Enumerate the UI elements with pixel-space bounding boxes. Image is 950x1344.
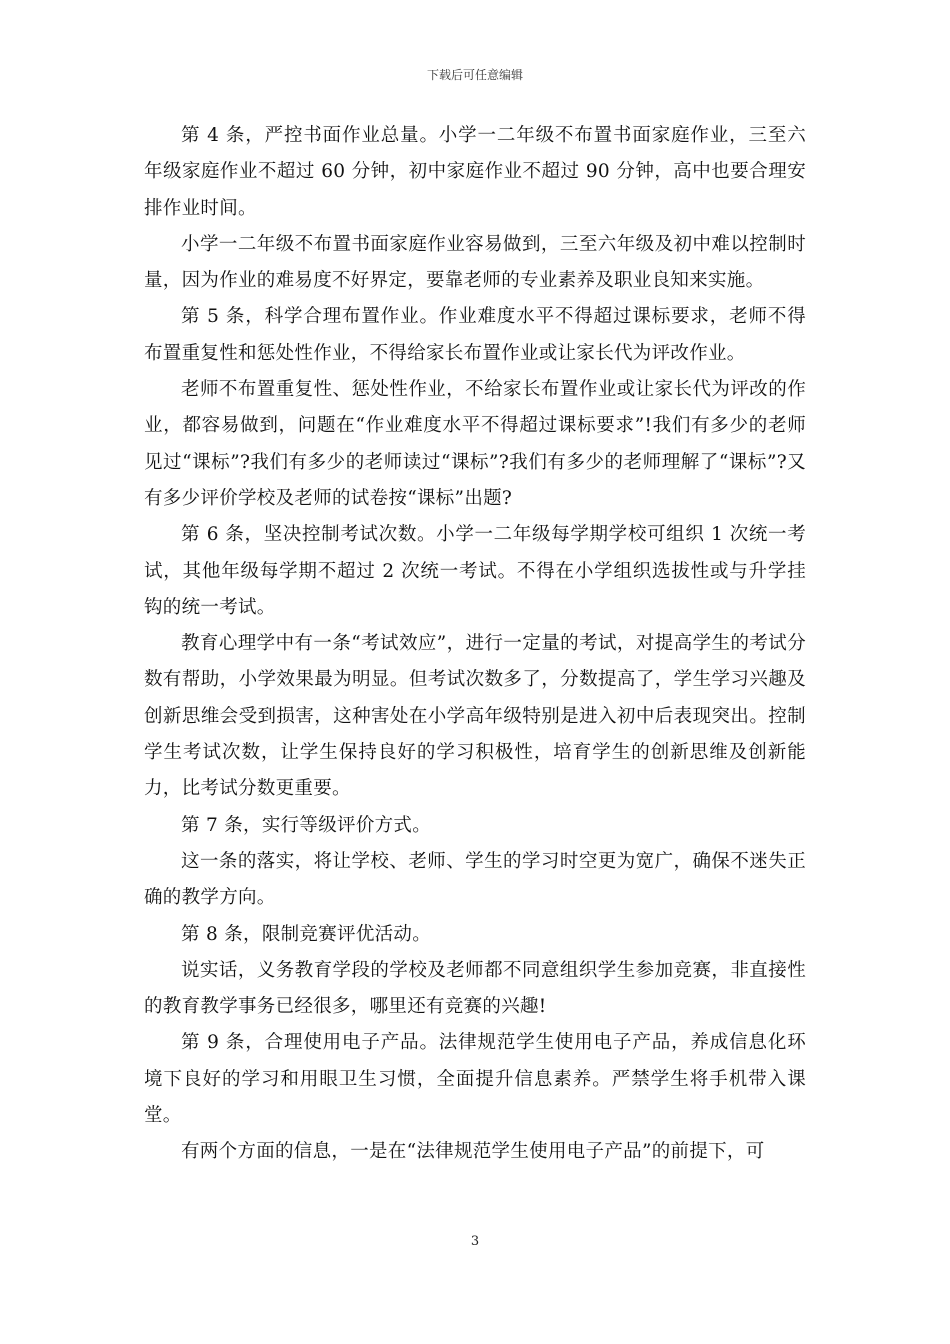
body-text bbox=[144, 118, 806, 1171]
paragraph: 第 6 条，坚决控制考试次数。小学一二年级每学期学校可组织 1 次统一考试，其他年级每学期不超过 2 次统一考试。不得在小学组织选拔性或与升学挂钩的统一考试。 bbox=[144, 524, 806, 618]
paragraph: 第 8 条，限制竞赛评优活动。 bbox=[181, 923, 432, 945]
page-header: 下载后可任意编辑 bbox=[426, 68, 523, 82]
paragraph: 第 9 条，合理使用电子产品。法律规范学生使用电子产品，养成信息化环境下良好的学习和用眼卫生习惯，全面提升信息素养。严禁学生将手机带入课堂。 bbox=[144, 1032, 806, 1127]
page-number: 3 bbox=[470, 1234, 480, 1249]
paragraph: 第 4 条，严控书面作业总量。小学一二年级不布置书面家庭作业，三至六年级家庭作业不超过 60 分钟，初中家庭作业不超过 90 分钟，高中也要合理安排作业时间。 bbox=[144, 125, 806, 219]
paragraph: 第 5 条，科学合理布置作业。作业难度水平不得超过课标要求，老师不得布置重复性和惩处性作业，不得给家长布置作业或让家长代为评改作业。 bbox=[144, 306, 806, 364]
paragraph: 这一条的落实，将让学校、老师、学生的学习时空更为宽广，确保不迷失正确的教学方向。 bbox=[144, 850, 806, 909]
paragraph: 老师不布置重复性、惩处性作业，不给家长布置作业或让家长代为评改的作业，都容易做到，问题在“作业难度水平不得超过课标要求”!我们有多少的老师见过“课标”?我们有多少的老师读过“课标”?我们有多少的老师理解了“课标”?又有多少评价学校及老师的试卷按“课标”出题? bbox=[144, 379, 806, 509]
paragraph: 说实话，义务教育学段的学校及老师都不同意组织学生参加竞赛，非直接性的教育教学事务已经很多，哪里还有竞赛的兴趣! bbox=[144, 959, 806, 1018]
paragraph: 教育心理学中有一条“考试效应”，进行一定量的考试，对提高学生的考试分数有帮助，小学效果最为明显。但考试次数多了，分数提高了，学生学习兴趣及创新思维会受到损害，这种害处在小学高年级特别是进入初中后表现突出。控制学生考试次数，让学生保持良好的学习积极性，培育学生的创新思维及创新能力，比考试分数更重要。 bbox=[144, 633, 806, 800]
paragraph: 小学一二年级不布置书面家庭作业容易做到，三至六年级及初中难以控制时量，因为作业的难易度不好界定，要靠老师的专业素养及职业良知来实施。 bbox=[144, 233, 806, 292]
paragraph: 第 7 条，实行等级评价方式。 bbox=[181, 814, 432, 836]
paragraph: 有两个方面的信息，一是在“法律规范学生使用电子产品”的前提下，可 bbox=[181, 1141, 765, 1163]
